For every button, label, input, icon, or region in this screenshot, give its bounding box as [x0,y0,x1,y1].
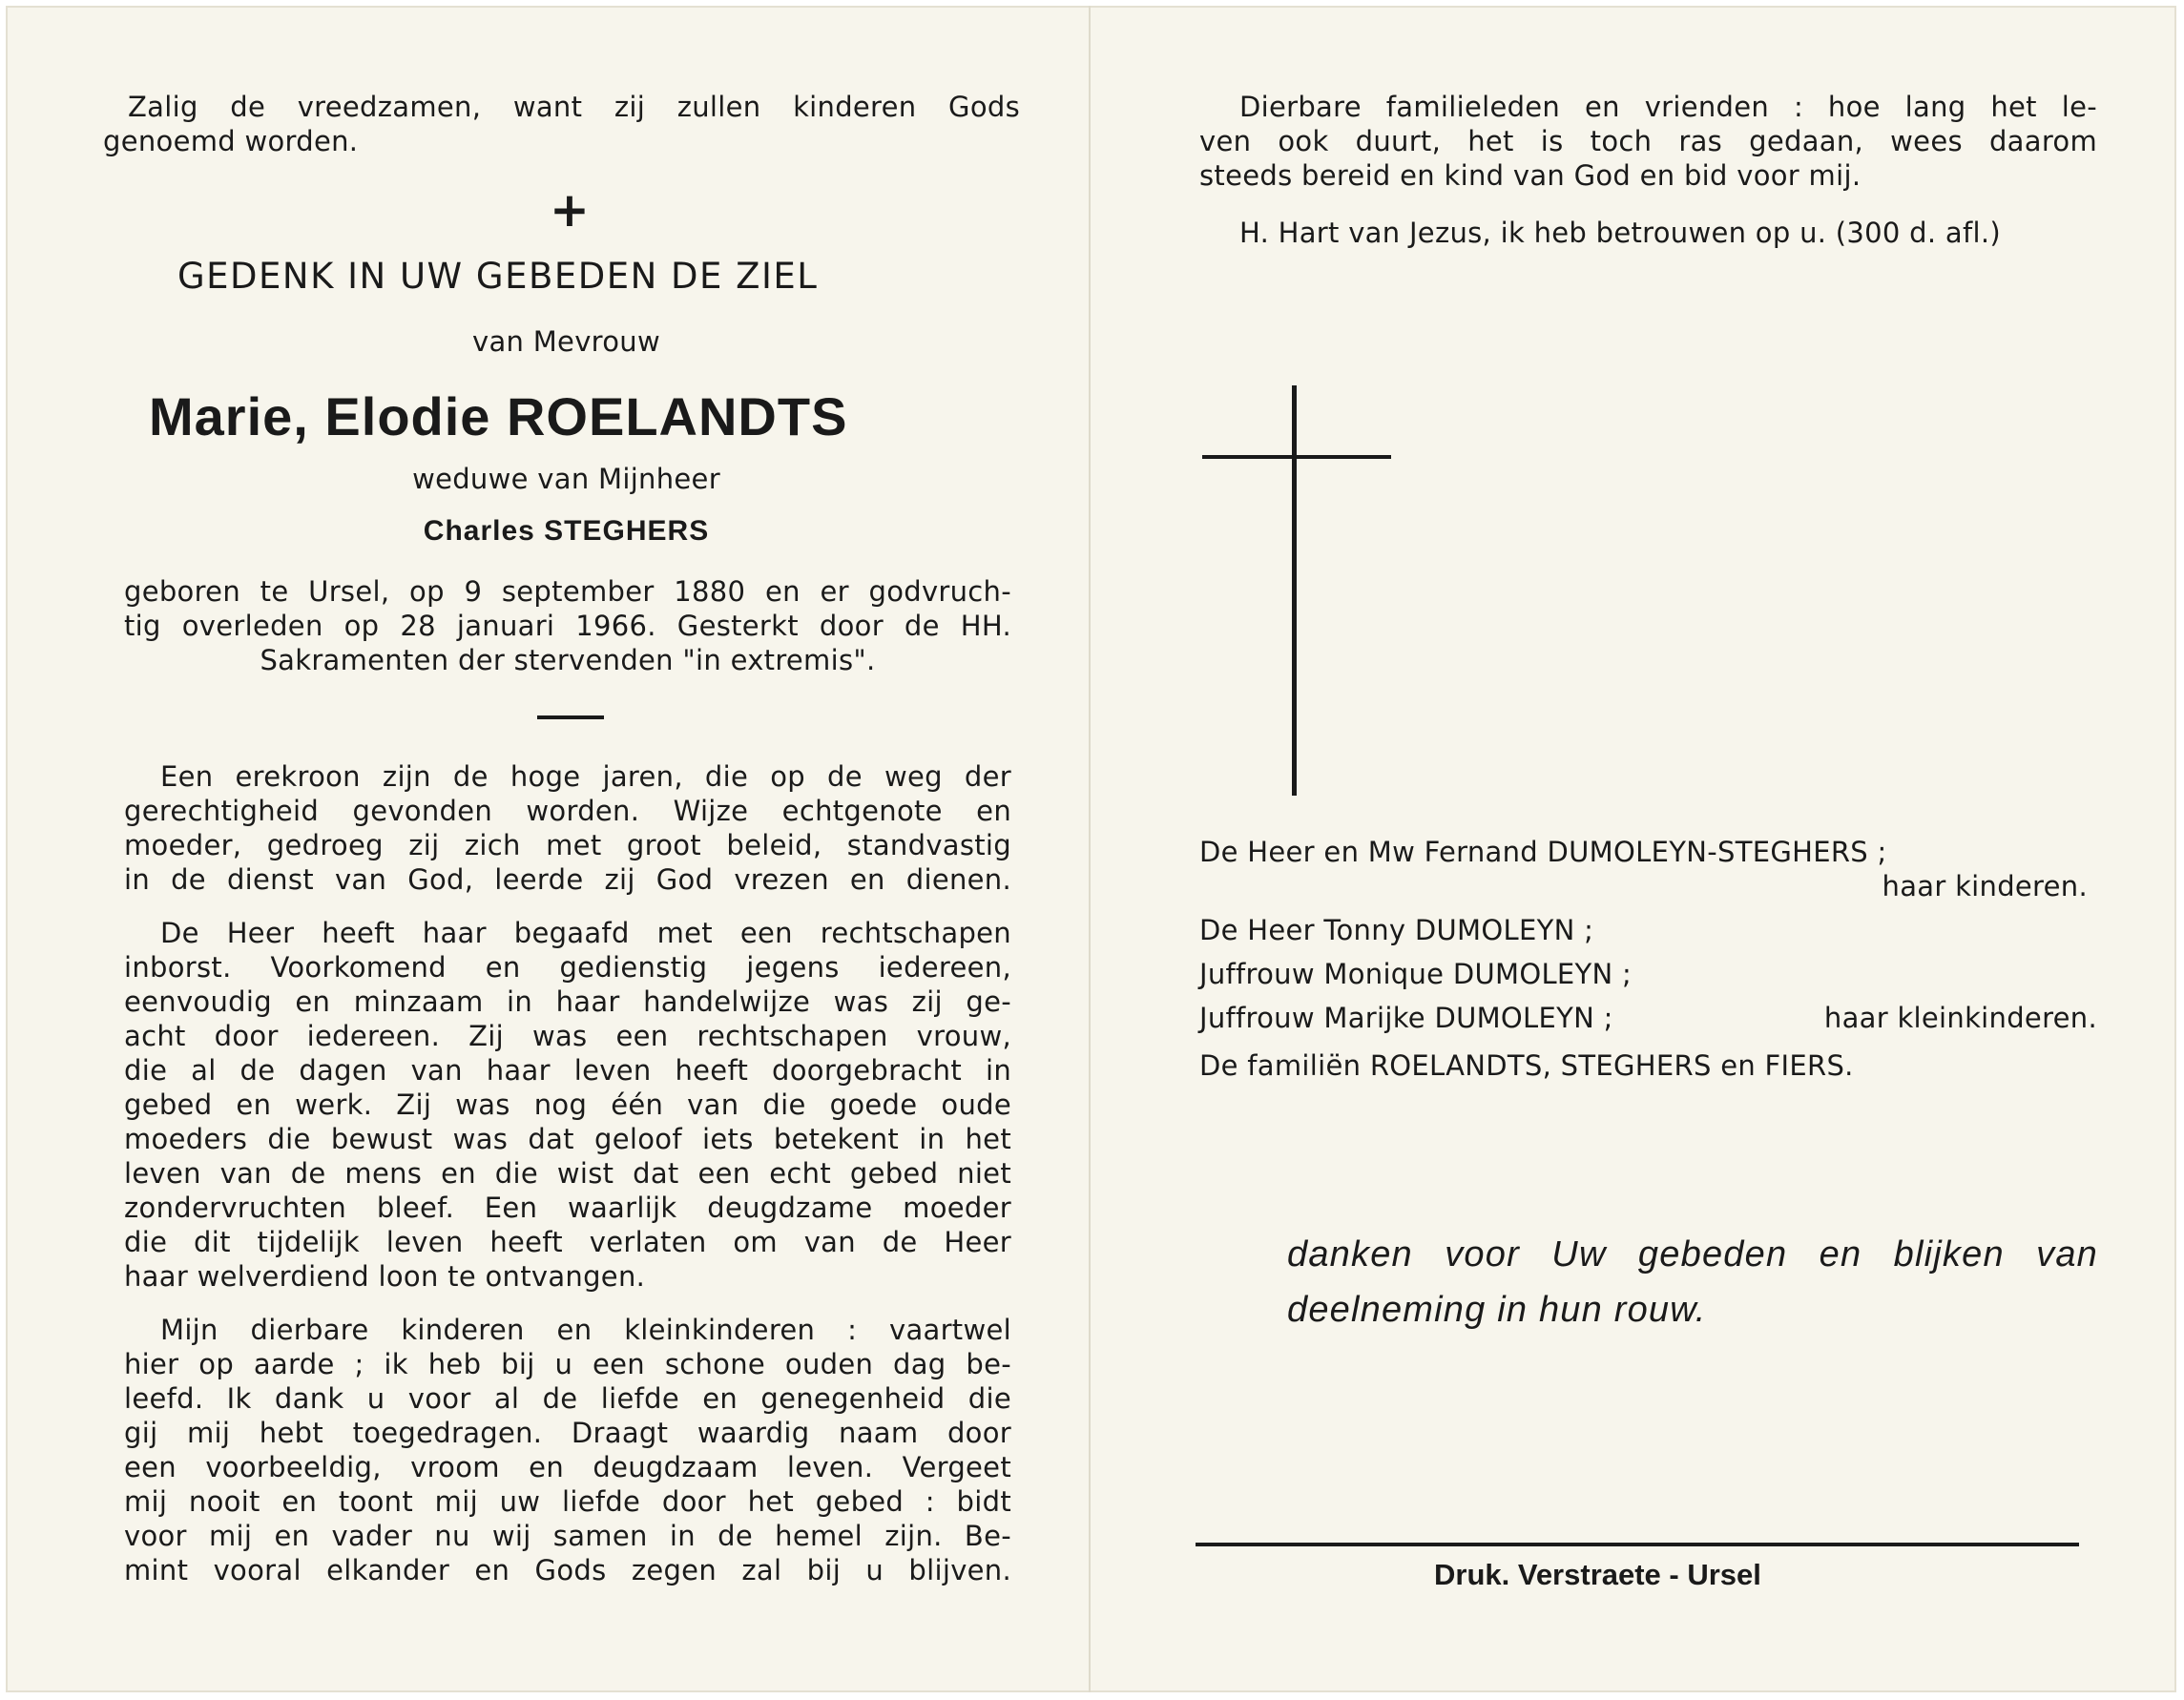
paragraph-line: acht door iedereen. Zij was een rechtschapen vrouw, [124,1020,1011,1052]
paragraph-line: leven van de mens en die wist dat een echt gebed niet [124,1157,1011,1190]
grandchild-line: De Heer Tonny DUMOLEYN ; [1199,914,1594,946]
paragraph-line: gebed en werk. Zij was nog één van die goede oude [124,1088,1011,1121]
paragraph-line: De Heer heeft haar begaafd met een rechtschapen [160,917,1011,949]
paragraph-line: Een erekroon zijn de hoge jaren, die op de weg der [160,760,1011,793]
children-line: De Heer en Mw Fernand DUMOLEYN-STEGHERS ; [1199,836,1887,868]
card-fold [1089,6,1091,1692]
farewell-line: steeds bereid en kind van God en bid voor mij. [1199,159,1862,192]
paragraph-line: een voorbeeldig, vroom en deugdzaam leven. Vergeet [124,1451,1011,1483]
printer-credit: Druk. Verstraete - Ursel [1434,1558,1761,1591]
spouse-name: Charles STEGHERS [423,515,710,547]
prayer-line: H. Hart van Jezus, ik heb betrouwen op u. (300 d. afl.) [1239,217,2001,249]
paragraph-line: die dit tijdelijk leven heeft verlaten om van de Heer [124,1226,1011,1258]
paragraph-line: inborst. Voorkomend en gedienstig jegens iedereen, [124,951,1011,984]
paragraph-line: voor mij en vader nu wij samen in de hemel zijn. Be- [124,1520,1011,1552]
grandchildren-label: haar kleinkinderen. [1823,1002,2097,1034]
beatitude-line: Zalig de vreedzamen, want zij zullen kinderen Gods [128,91,1020,123]
paragraph-line: gij mij hebt toegedragen. Draagt waardig naam door [124,1417,1011,1449]
title-prefix: van Mevrouw [472,325,660,358]
paragraph-line: moeders die bewust was dat geloof iets betekent in het [124,1123,1011,1155]
paragraph-line: die al de dagen van haar leven heeft doorgebracht in [124,1054,1011,1087]
right-panel [1196,0,2097,1687]
paragraph-line: hier op aarde ; ik heb bij u een schone ouden dag be- [124,1348,1011,1380]
family-list [1199,835,2097,1083]
birth-death-line: tig overleden op 28 januari 1966. Gesterkt door de HH. [124,610,1011,642]
farewell-line: ven ook duurt, het is toch ras gedaan, wees daarom [1199,125,2097,157]
paragraph-line: moeder, gedroeg zij zich met groot beleid, standvastig [124,829,1011,861]
paragraph-line: in de dienst van God, leerde zij God vrezen en dienen. [124,863,1011,896]
thanks-text [1287,1227,2098,1337]
grandchild-row [1199,1001,2097,1035]
birth-death-line: Sakramenten der stervenden "in extremis". [260,644,876,676]
left-panel [103,0,1020,1687]
birth-death-line: geboren te Ursel, op 9 september 1880 en er godvruch- [124,575,1011,608]
paragraph-line: leefd. Ik dank u voor al de liefde en genegenheid die [124,1382,1011,1415]
paragraph-line: mij nooit en toont mij uw liefde door het gebed : bidt [124,1485,1011,1518]
thanks-line: deelneming in hun rouw. [1287,1290,1707,1330]
plus-cross-symbol: + [550,182,590,238]
beatitude-line: genoemd worden. [103,125,359,157]
cross-vertical-bar [1292,385,1297,796]
birth-death-text [124,574,1011,677]
paragraph-3 [124,1313,1011,1587]
paragraph-line: mint vooral elkander en Gods zegen zal bij u blijven. [124,1554,1011,1586]
paragraph-line: haar welverdiend loon te ontvangen. [124,1260,646,1293]
families-line: De familiën ROELANDTS, STEGHERS en FIERS. [1199,1049,1854,1082]
remembrance-heading: GEDENK IN UW GEBEDEN DE ZIEL [177,256,819,297]
paragraph-line: gerechtigheid gevonden worden. Wijze echtgenote en [124,795,1011,827]
cross-horizontal-bar [1202,455,1391,459]
paragraph-line: zondervruchten bleef. Een waarlijk deugdzame moeder [124,1192,1011,1224]
farewell-line: Dierbare familieleden en vrienden : hoe lang het le- [1239,91,2097,123]
paragraph-2 [124,916,1011,1294]
children-label: haar kinderen. [1882,870,2088,902]
short-divider [537,715,604,719]
widow-of: weduwe van Mijnheer [412,463,720,495]
grandchild-line: Juffrouw Marijke DUMOLEYN ; [1199,1002,1613,1034]
deceased-name: Marie, Elodie ROELANDTS [149,386,848,446]
beatitude-verse [103,90,1020,158]
bottom-divider [1196,1543,2079,1546]
paragraph-line: eenvoudig en minzaam in haar handelwijze was zij ge- [124,985,1011,1018]
paragraph-line: Mijn dierbare kinderen en kleinkinderen : vaartwel [160,1314,1011,1346]
farewell-verse [1199,90,2097,193]
grandchild-line: Juffrouw Monique DUMOLEYN ; [1199,958,1633,990]
paragraph-1 [124,759,1011,897]
thanks-line: danken voor Uw gebeden en blijken van [1287,1234,2098,1275]
